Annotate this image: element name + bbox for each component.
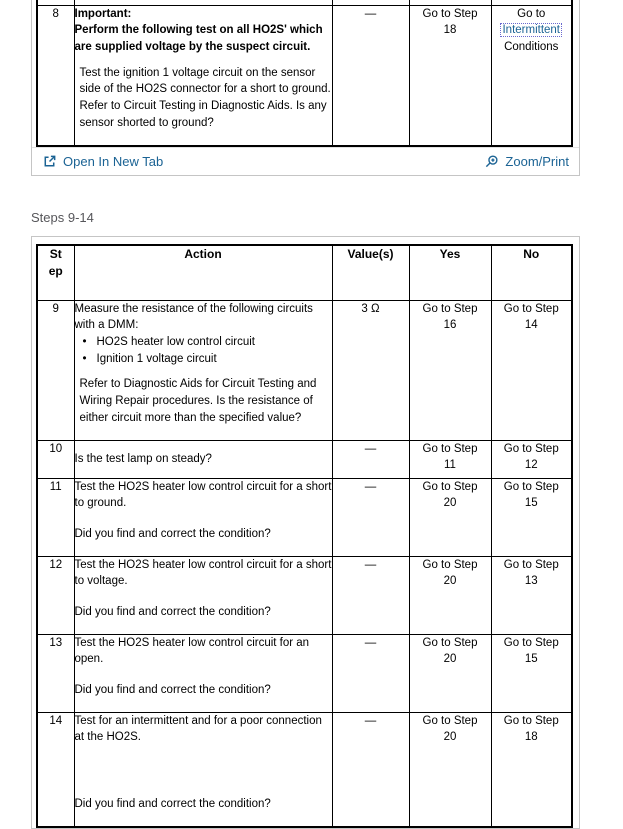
yes-cell: Go to Step 20 [409, 478, 491, 556]
value-cell: — [332, 440, 409, 478]
action-question: Did you find and correct the condition? [74, 605, 271, 618]
table-row-step-12 [37, 556, 572, 634]
yes-cell: Go to Step 11 [409, 440, 491, 478]
action-cell [74, 712, 332, 827]
action-cell [74, 5, 332, 146]
table-wrap [32, 237, 579, 828]
action-text: Test the HO2S heater low control circuit for an open. [74, 636, 310, 666]
action-text: Test the HO2S heater low control circuit for a short to voltage. [74, 558, 332, 588]
bullet-icon: • [82, 335, 87, 348]
bullet-item: • HO2S heater low control circuit [83, 334, 332, 351]
no-cell: Go to Step 12 [491, 440, 572, 478]
column-header-step: Step [37, 245, 74, 300]
yes-cell: Go to Step 18 [409, 5, 491, 146]
action-text: Test the HO2S heater low control circuit for a short to ground. [74, 480, 332, 510]
no-cell: Go to Step 18 [491, 712, 572, 827]
table-row-step-9 [37, 300, 572, 440]
action-cell [74, 556, 332, 634]
yes-cell: Go to Step 20 [409, 712, 491, 827]
intermittent-conditions-link[interactable]: Intermittent [502, 24, 561, 37]
open-in-new-tab-icon [42, 154, 57, 169]
value-cell: — [332, 5, 409, 146]
bullet-item: • Ignition 1 voltage circuit [83, 351, 332, 368]
table-row-step-13 [37, 634, 572, 712]
table-viewer-steps-1-8 [31, 0, 580, 176]
table-row-step-10 [37, 440, 572, 478]
step-cell: 11 [37, 478, 74, 556]
step-cell: 14 [37, 712, 74, 827]
table-wrap [32, 0, 579, 147]
yes-cell: Go to Step 16 [409, 300, 491, 440]
column-header-yes: Yes [409, 245, 491, 300]
action-question: Did you find and correct the condition? [74, 797, 271, 810]
step-cell: 10 [37, 440, 74, 478]
action-cell [74, 478, 332, 556]
value-cell: — [332, 712, 409, 827]
no-cell: Go to Step 13 [491, 556, 572, 634]
value-cell: — [332, 634, 409, 712]
table-row-step-8 [37, 5, 572, 146]
action-text: Test the ignition 1 voltage circuit on the sensor side of the HO2S connector for a short to ground. Refer to Circuit Testing in Diagnostic Aids. Is any sensor shorted to ground? [79, 66, 331, 129]
table-row-step-14 [37, 712, 572, 827]
step-cell: 8 [37, 5, 74, 146]
step-cell: 12 [37, 556, 74, 634]
action-question: Refer to Diagnostic Aids for Circuit Testing and Wiring Repair procedures. Is the resistance of either circuit more than the specified value? [79, 378, 317, 424]
action-intro: Measure the resistance of the following circuits with a DMM: [74, 302, 313, 332]
value-cell: — [332, 478, 409, 556]
no-cell: Go to Step 15 [491, 634, 572, 712]
yes-cell: Go to Step 20 [409, 556, 491, 634]
bullet-icon: • [82, 352, 87, 365]
step-cell: 13 [37, 634, 74, 712]
diagnostic-table-steps-1-8 [36, 0, 573, 147]
zoom-print-link[interactable]: Zoom/Print [484, 154, 569, 169]
viewer-footer [32, 147, 579, 175]
action-cell [74, 634, 332, 712]
column-header-action: Action [74, 245, 332, 300]
open-in-new-tab-link[interactable]: Open In New Tab [42, 154, 163, 169]
important-label: Important: [74, 7, 132, 20]
important-text: Perform the following test on all HO2S' which are supplied voltage by the suspect circuit. [74, 24, 323, 53]
table-viewer-steps-9-14 [31, 236, 580, 829]
action-text: Test for an intermittent and for a poor connection at the HO2S. [74, 714, 322, 744]
value-cell: — [332, 556, 409, 634]
action-question: Did you find and correct the condition? [74, 527, 271, 540]
action-question: Did you find and correct the condition? [74, 683, 271, 696]
step-cell: 9 [37, 300, 74, 440]
section-heading-steps-9-14: Steps 9-14 [31, 210, 94, 225]
column-header-value: Value(s) [332, 245, 409, 300]
value-cell: 3 Ω [332, 300, 409, 440]
no-cell: Go to Step 14 [491, 300, 572, 440]
yes-cell: Go to Step 20 [409, 634, 491, 712]
action-cell [74, 300, 332, 440]
table-row-step-11 [37, 478, 572, 556]
action-cell: Is the test lamp on steady? [74, 440, 332, 478]
diagnostic-table-steps-9-14 [36, 244, 573, 828]
zoom-magnifier-icon [484, 154, 499, 169]
no-cell: Go to Intermittent Conditions [491, 5, 572, 146]
column-header-no: No [491, 245, 572, 300]
table-header-row [37, 245, 572, 300]
no-cell: Go to Step 15 [491, 478, 572, 556]
